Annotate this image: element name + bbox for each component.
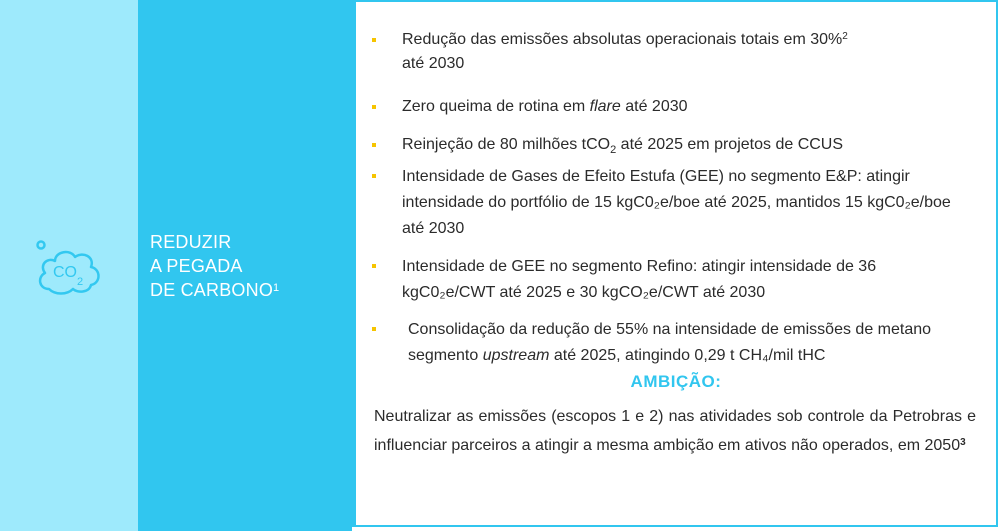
co2-sub: 2 [77, 275, 84, 288]
ambicao-heading: AMBIÇÃO: [630, 372, 722, 391]
bullet-text: Intensidade de Gases de Efeito Estufa (GEE) no segmento E&P: atingir intensidade do portfólio de 15 kgC0₂e/boe até 2025, mantidos 15 kgC0₂e/boe até 2030 [402, 168, 951, 237]
section-title [150, 230, 279, 302]
bullet-text [372, 317, 958, 369]
bullet-marker [372, 327, 376, 331]
bullet-marker [372, 143, 376, 147]
bullet-item [372, 28, 962, 76]
bullet-text-part: Consolidação da redução de 55% na intensidade de emissões de metano segmento [408, 321, 932, 364]
ambicao-footnote: 3 [960, 437, 966, 448]
bullet-item [372, 317, 958, 369]
title-line-1: REDUZIR [150, 231, 232, 252]
bullet-text-italic: flare [589, 98, 621, 115]
bullet-item [372, 95, 962, 119]
bullet-text-part: até 2030 [402, 55, 465, 72]
ambicao-text-body: Neutralizar as emissões (escopos 1 e 2) nas atividades sob controle da Petrobras e influenciar parceiros a atingir a mesma ambição em ativos não operados, em 2050 [374, 408, 976, 454]
bullet-text-part: até 2025 em projetos de CCUS [616, 136, 844, 153]
bullet-item [372, 133, 962, 162]
icon-panel [0, 0, 138, 531]
bullet-marker [372, 174, 376, 178]
title-line-3 [150, 278, 279, 302]
title-footnote: 1 [273, 281, 280, 294]
title-panel [138, 0, 352, 531]
title-line-3-text: DE CARBONO [150, 279, 274, 300]
bullet-item [372, 164, 962, 242]
bullet-marker [372, 264, 376, 268]
bullet-text: Intensidade de GEE no segmento Refino: atingir intensidade de 36 kgC0₂e/CWT até 2025 e 30 kgCO₂e/CWT até 2030 [402, 258, 877, 301]
bullet-text [372, 95, 962, 119]
title-line-2: A PEGADA [150, 255, 243, 276]
bullet-text-part: Zero queima de rotina em [402, 98, 590, 115]
bullet-marker [372, 38, 376, 42]
bullet-text [372, 133, 962, 162]
content-panel [352, 0, 998, 527]
bullet-text-italic: upstream [482, 347, 550, 364]
bullet-text-part: até 2025, atingindo 0,29 t CH₄/mil tHC [549, 347, 826, 364]
bullet-text-part: Reinjeção de 80 milhões tCO [402, 136, 611, 153]
bullet-item [372, 254, 962, 306]
co2-cloud-icon [29, 231, 109, 301]
co2-label: CO [53, 263, 77, 281]
bullet-text-part: Redução das emissões absolutas operacionais totais em 30% [402, 31, 843, 48]
bullet-footnote: 2 [842, 31, 848, 42]
ambicao-text [374, 402, 976, 460]
bullet-text [372, 28, 962, 76]
bullet-subscript: 2 [610, 144, 617, 157]
bullet-marker [372, 105, 376, 109]
bullet-text-part: até 2030 [620, 98, 688, 115]
